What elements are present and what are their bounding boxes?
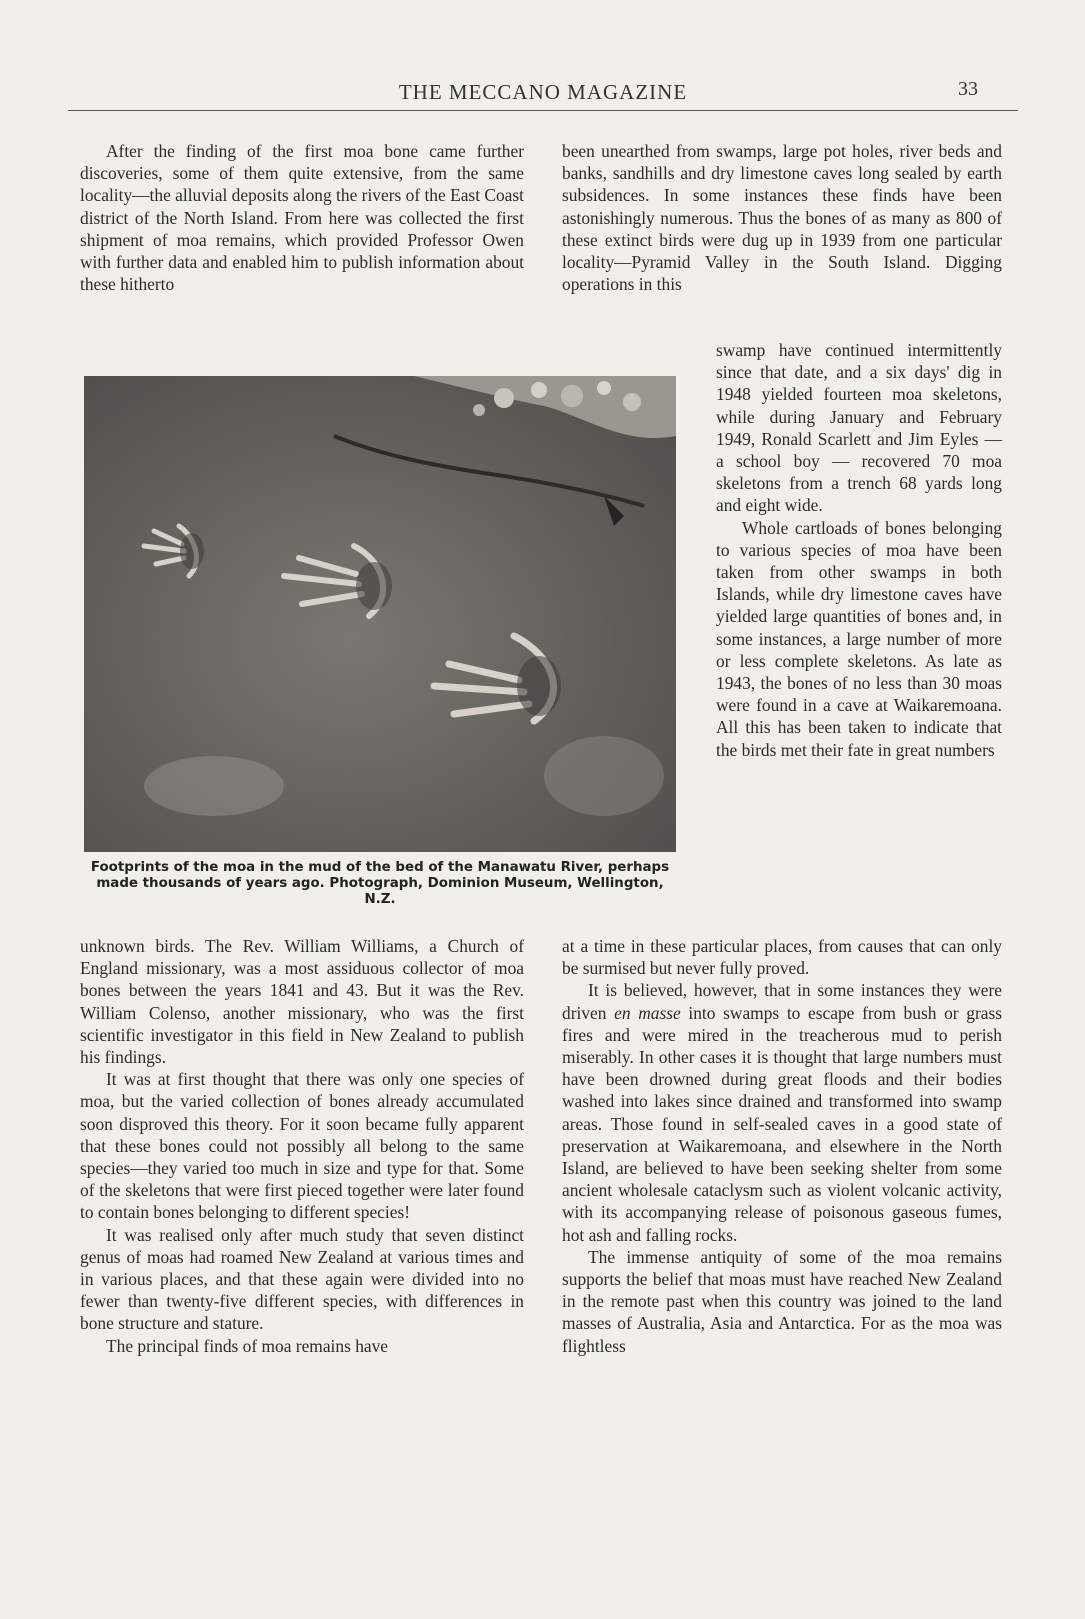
photo-caption: Footprints of the moa in the mud of the bed of the Manawatu River, perhaps made thousands of years ago. Photograph, Dominion Museum, Wellington, N.Z. <box>90 860 670 907</box>
text-run: It is believed, however, that in some instances they were driven <box>562 980 1002 1023</box>
right-column-top <box>562 140 1002 295</box>
italic-phrase: en masse <box>614 1002 681 1023</box>
paragraph: It was at first thought that there was only one species of moa, but the varied collection of bones already accumulated soon disproved this theory. For it soon became fully apparent that these bones could not possibly all belong to the same species—they varied too much in size and type for that. Some of the skeletons that were first pieced together were later found to contain bones belonging to different species! <box>80 1069 524 1223</box>
page-number: 33 <box>958 78 978 100</box>
paragraph: unknown birds. The Rev. William Williams, a Church of England missionary, was a most assiduous collector of moa bones between the years 1841 and 43. But it was the Rev. William Colenso, another missionary, who was the first scientific investigator in this field in New Zealand to publish his findings. <box>80 936 524 1068</box>
header-rule <box>68 110 1018 111</box>
paragraph: The immense antiquity of some of the moa remains supports the belief that moas must have reached New Zealand in the remote past when this country was joined to the land masses of Australia, Asia and Antarctica. For as the moa was flightless <box>562 1246 1002 1356</box>
left-column-bottom <box>80 935 524 1357</box>
paragraph: swamp have continued intermittently since that date, and a six days' dig in 1948 yielded fourteen moa skeletons, while during January and February 1949, Ronald Scarlett and Jim Eyles — a school boy — recovered 70 moa skeletons from a trench 68 yards long and eight wide. <box>716 340 1002 516</box>
right-column-bottom <box>562 935 1002 1357</box>
paragraph: It was realised only after much study that seven distinct genus of moas had roamed New Zealand at various times and in various places, and that these again were divided into no fewer than twenty-five different species, with differences in bone structure and stature. <box>80 1224 524 1334</box>
paragraph: been unearthed from swamps, large pot holes, river beds and banks, sandhills and dry limestone caves long sealed by earth subsidences. In some instances these finds have been astonishingly numerous. Thus the bones of as many as 800 of these extinct birds were dug up in 1939 from one particular locality—Pyramid Valley in the South Island. Digging operations in this <box>562 141 1002 295</box>
footprints-photo-image <box>84 376 676 852</box>
paragraph: The principal finds of moa remains have <box>106 1335 389 1356</box>
moa-footprints-photo <box>84 376 676 852</box>
right-column-beside-photo <box>716 339 1002 761</box>
magazine-title: THE MECCANO MAGAZINE <box>398 80 688 104</box>
page-header <box>68 76 1018 110</box>
left-column-top <box>80 140 524 295</box>
paragraph: After the finding of the first moa bone came further discoveries, some of them quite extensive, from the same locality—the alluvial deposits along the rivers of the East Coast district of the North Island. From here was collected the first shipment of moa remains, which provided Professor Owen with further data and enabled him to publish information about these hitherto <box>80 141 524 295</box>
paragraph <box>562 979 1002 1245</box>
paragraph: Whole cartloads of bones belonging to various species of moa have been taken from other swamps in both Islands, while dry limestone caves have yielded large quantities of bones and, in some instances, a large number of more or less complete skeletons. As late as 1943, the bones of no less than 30 moas were found in a cave at Waikaremoana. All this has been taken to indicate that the birds met their fate in great numbers <box>716 517 1002 760</box>
paragraph: at a time in these particular places, from causes that can only be surmised but never fully proved. <box>562 936 1002 979</box>
text-run: into swamps to escape from bush or grass fires and were mired in the treacherous mud to perish miserably. In other cases it is thought that large numbers must have been drowned during great floods and their bodies washed into lakes since drained and transformed into swamp areas. Those found in self-sealed caves in a good state of preservation at Waikaremoana, and elsewhere in the North Island, are believed to have been seeking shelter from some ancient wholesale cataclysm such as violent volcanic activity, with its accompanying release of poisonous gaseous fumes, hot ash and falling rocks. <box>562 1002 1002 1245</box>
